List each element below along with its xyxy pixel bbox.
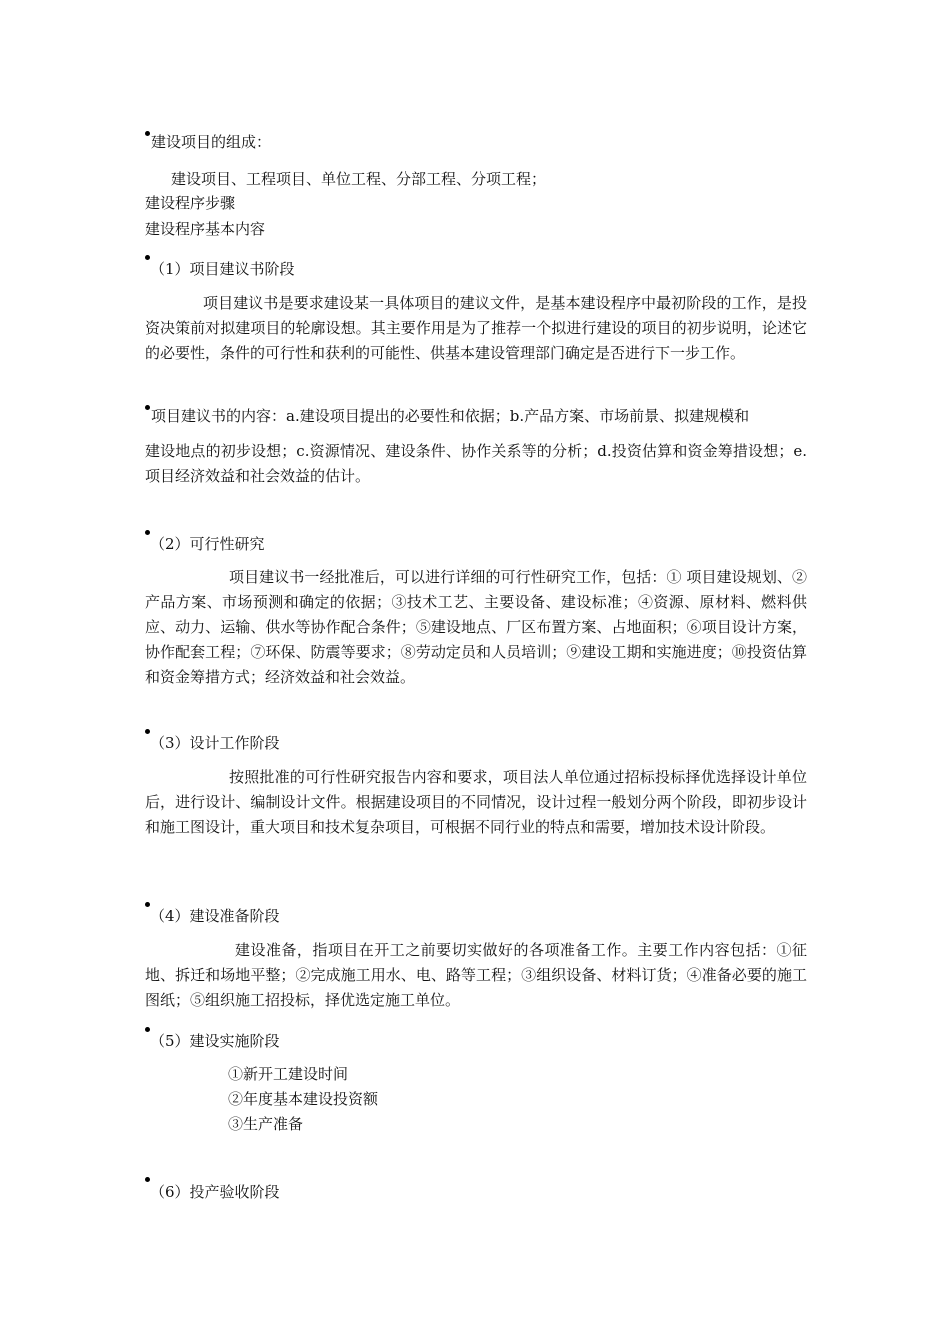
stage4-body: 建设准备，指项目在开工之前要切实做好的各项准备工作。主要工作内容包括：①征地、拆迁和场地平整；②完成施工用水、电、路等工程；③组织设备、材料订货；④准备必要的施工图纸；⑤组织施工招投标，择优选定施工单位。 <box>145 941 807 1009</box>
composition-items: 建设项目、工程项目、单位工程、分部工程、分项工程； <box>171 170 547 188</box>
stage4-heading: （4）建设准备阶段 <box>150 907 280 925</box>
stage3-heading: （3）设计工作阶段 <box>150 734 280 752</box>
stage5-heading: （5）建设实施阶段 <box>150 1032 280 1050</box>
stage5-item: ③生产准备 <box>228 1115 304 1133</box>
stage1-heading: （1）项目建议书阶段 <box>150 260 295 278</box>
stage3-body: 按照批准的可行性研究报告内容和要求，项目法人单位通过招标投标择优选择设计单位后，进行设计、编制设计文件。根据建设项目的不同情况，设计过程一般划分两个阶段，即初步设计和施工图设计，重大项目和技术复杂项目，可根据不同行业的特点和需要，增加技术设计阶段。 <box>145 768 807 836</box>
procedure-steps-heading: 建设程序步骤 <box>145 194 236 212</box>
bullet-icon <box>145 131 150 136</box>
procedure-content-heading: 建设程序基本内容 <box>145 220 266 238</box>
stage6-heading: （6）投产验收阶段 <box>150 1183 280 1201</box>
stage5-item: ①新开工建设时间 <box>228 1065 349 1083</box>
stage5-item: ②年度基本建设投资额 <box>228 1090 379 1108</box>
stage2-body: 项目建议书一经批准后，可以进行详细的可行性研究工作，包括：① 项目建设规划、②产品方案、市场预测和确定的依据；③技术工艺、主要设备、建设标准；④资源、原材料、燃料供应、动力、运输、供水等协作配合条件；⑤建设地点、厂区布置方案、占地面积；⑥项目设计方案，协作配套工程；⑦环保、防震等要求；⑧劳动定员和人员培训；⑨建设工期和实施进度；⑩投资估算和资金筹措方式；经济效益和社会效益。 <box>145 568 807 686</box>
stage1-content-line1: 项目建议书的内容：a.建设项目提出的必要性和依据；b.产品方案、市场前景、拟建规模和 <box>151 407 750 425</box>
stage2-heading: （2）可行性研究 <box>150 535 265 553</box>
bullet-icon <box>145 405 150 410</box>
stage1-content-rest: 建设地点的初步设想；c.资源情况、建设条件、协作关系等的分析；d.投资估算和资金筹措设想；e.项目经济效益和社会效益的估计。 <box>145 442 807 485</box>
stage1-body: 项目建议书是要求建设某一具体项目的建议文件，是基本建设程序中最初阶段的工作，是投资决策前对拟建项目的轮廓设想。其主要作用是为了推荐一个拟进行建设的项目的初步说明，论述它的必要性，条件的可行性和获利的可能性、供基本建设管理部门确定是否进行下一步工作。 <box>145 294 807 362</box>
section-title-composition: 建设项目的组成： <box>151 133 272 151</box>
